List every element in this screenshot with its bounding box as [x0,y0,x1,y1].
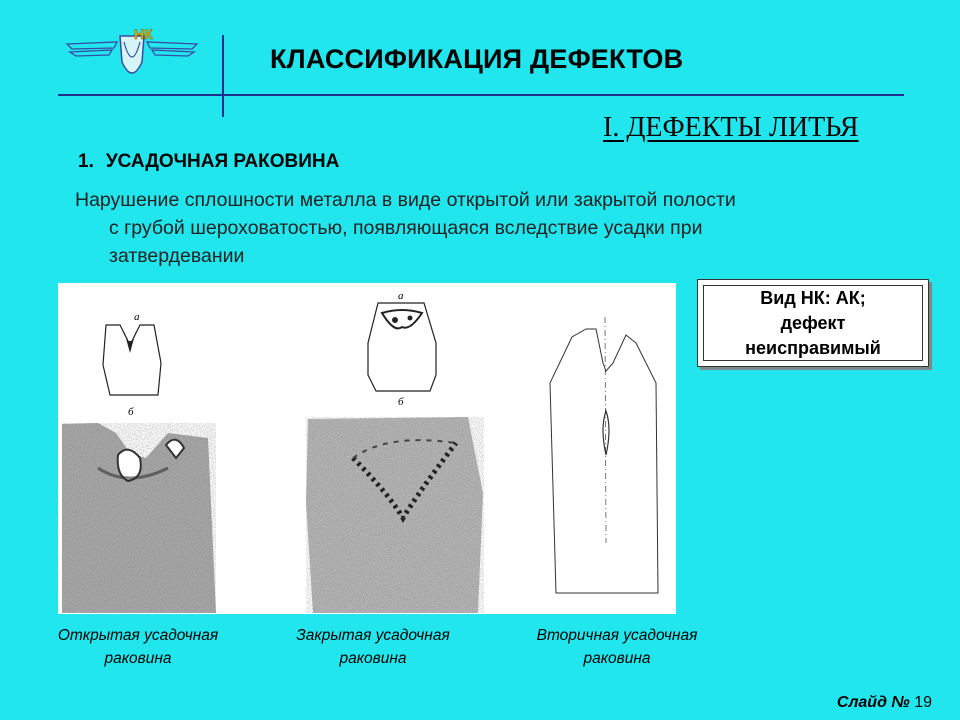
defect-title: УСАДОЧНАЯ РАКОВИНА [105,151,340,172]
sketch-label-a-2: а [398,290,404,302]
open-cavity-sketch [103,311,161,418]
caption-line-2: раковина [339,650,407,667]
caption-line-2: раковина [583,650,651,667]
slide-title: КЛАССИФИКАЦИЯ ДЕФЕКТОВ [270,44,684,74]
defect-illustrations [58,283,676,614]
description-line-2: с грубой шероховатостью, появляющаяся вследствие усадки при [109,217,703,239]
defect-number: 1. [78,151,94,172]
header-vertical-rule [222,35,224,117]
section-heading: I. ДЕФЕКТЫ ЛИТЬЯ [603,112,859,143]
caption-secondary-cavity [507,624,727,670]
defect-description [75,186,905,270]
sketch-label-b-2: б [398,396,404,408]
caption-line-1: Вторичная усадочная [536,627,698,644]
secondary-cavity-outline [550,317,658,593]
inspection-info-box [697,279,929,367]
caption-closed-cavity [263,624,483,670]
closed-cavity-photo [306,417,484,613]
info-line-2: дефект [780,312,846,333]
slide-label: Слайд № [836,694,910,711]
logo-text: НК [134,26,153,42]
open-cavity-photo [62,423,216,613]
caption-open-cavity [28,624,248,670]
railway-logo [62,22,202,92]
description-line-1: Нарушение сплошности металла в виде открытой или закрытой полости [75,189,736,211]
info-line-1: Вид НК: АК; [760,287,866,308]
caption-line-1: Закрытая усадочная [296,627,450,644]
sketch-label-a: а [134,311,140,323]
header-horizontal-rule [58,94,904,96]
closed-cavity-sketch [368,290,436,408]
description-line-3: затвердевании [109,245,245,267]
slide-number [837,694,932,712]
info-line-3: неисправимый [745,337,881,358]
slide-number-value: 19 [914,694,932,711]
defect-heading [78,151,339,173]
caption-line-1: Открытая усадочная [57,627,219,644]
caption-line-2: раковина [104,650,172,667]
sketch-label-b: б [128,406,134,418]
